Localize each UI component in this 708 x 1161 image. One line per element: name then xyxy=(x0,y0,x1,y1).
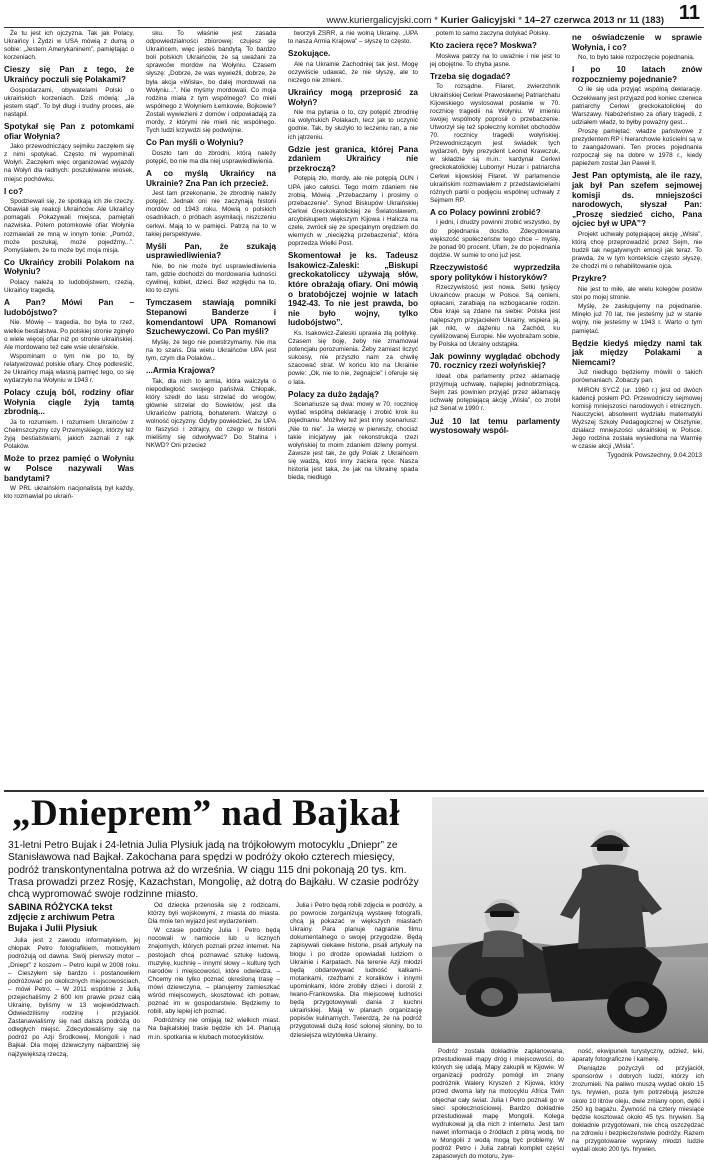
paragraph: Moskwa patrzy na to uważnie i nie jest to jej obojętne. To chyba jasne. xyxy=(430,52,560,68)
article-column-5 xyxy=(572,1048,704,1154)
interview-question: Myśli Pan, że szukają usprawiedliwienia? xyxy=(146,241,276,261)
paragraph: Myślę, że tego nie powstrzymamy. Nie ma na to szans. Dla wielu Ukraińców UPA jest tym, czym dla Polaków... xyxy=(146,338,276,362)
paragraph: Ks. Isakowicz-Zaleski uprawia złą politykę. Czasem się boję, żeby nie zmamował potencjału porozumienia. Żeby zamiast liczyć sukcesy, nie przyszło nam za chwilę szacować strat. W końcu kto na Ukrainie powie: „Ok, nie to nie, żegnajcie” i oferuje się o lata. xyxy=(288,330,418,386)
interview-question: Polacy za dużo żądają? xyxy=(288,389,379,399)
interview-question: Cieszy się Pan z tego, że Ukraińcy poczuli się Polakami? xyxy=(4,65,134,84)
paragraph: Myślę, że zasługujemy na pojednanie. Minęło już 70 lat, nie jesteśmy już w stanie wojny, nie jesteśmy w 1943 r. Warto o tym pamiętać. xyxy=(572,303,702,335)
paragraph: Podróż została dokładnie zaplanowana, przestudiowali mapy dróg i miejscowości, do których się udają. Mapy zakupili w Kijowie. W organizacji podróży pomógł im znany podróżnik Walery Kryszeń z Kijowa, który przed dwoma laty na motocyklu Africa Twin objechał cały świat. Julia i Petro poznali go w sieci społecznościowej. Bardzo dokładnie przestudiowali mapę Mongolii. Kolega wydrukował ją dla nich z internetu. Jest tam nawet informacja o źródłach z pitną wodą, bo w Mongolii z wodą mogą być problemy. W podróż Petro i Julia zabrali komplet części zapasowych do motoru, żyw- xyxy=(432,1048,564,1161)
interview-question: I co? xyxy=(4,186,24,196)
interview-column-4 xyxy=(430,30,560,786)
paragraph: Ale na Ukrainie Zachodniej tak jest. Mogę oczywiście udawać, że nie słyszę, ale to niczego nie zmieni. xyxy=(288,60,418,84)
paragraph: Proszę pamiętać: władze państwowe z prezydentem RP i hierarchowie kościelni są w to zaangażowani. Ten proces pojednania rozpoczął się na dobre w 1978 r., kiedy papieżem został Jan Paweł II. xyxy=(572,127,702,168)
interview-column-3 xyxy=(288,30,418,786)
source-signature: Tygodnik Powszechny, 9.04.2013 xyxy=(607,452,702,460)
page-number: 11 xyxy=(678,2,700,24)
paragraph: Już niedługo będziemy mówili o takich porównaniach. Zobaczy pan. xyxy=(572,369,702,385)
interview-question: Skomentował je ks. Tadeusz Isakowicz-Zaleski: „Biskupi greckokatoliccy używają słów, które obrażają ofiary. Oni mówią o bratobójczej wojnie w latach 1942-43. To nie jest prawda, bo nie było wojny, tylko ludobójstwo”. xyxy=(288,251,418,328)
paragraph: Nie ma pytania o to, czy potępić zbrodnię na wołyńskich Polakach, lecz jak to uczynić godnie. Tak, by służyło to leczeniu ran, a nie ich jątrzeniu. xyxy=(288,109,418,141)
interview-question: A co myślą Ukraińcy na Ukrainie? Zna Pan ich przecież. xyxy=(146,169,276,188)
photo-illustration xyxy=(432,797,708,1043)
paragraph: Że tu jest ich ojczyzna. Tak jak Polacy, Ukraińcy i Żydzi w USA mówią z dumą o sobie: „Jestem Amerykaninem”, pamiętając o korzeniach. xyxy=(4,30,134,62)
paragraph: Doszło tam do zbrodni, którą należy potępić, bo nie ma dla niej usprawiedliwienia. xyxy=(146,149,276,165)
paragraph: Nie. Mówię – tragedia, bo była to rzeź, wielkie bestialstwa. Po polskiej stronie zginęło o wiele więcej ofiar niż po stronie ukraińskiej. Ale mordowano też całe wsie ukraińskie. xyxy=(4,319,135,351)
header-text: www.kuriergalicyjski.com * Kurier Galicyjski * 14–27 czerwca 2013 nr 11 (183) xyxy=(326,15,664,26)
interview-question: Ukraińcy mogą przeprosić za Wołyń? xyxy=(288,88,418,107)
paragraph: Wspominam o tym nie po to, by relatywizować polskie ofiary. Chcę podkreślić, że Ukraińcy mają własną pamięć tego, co się wydarzyło na Wołyniu w 1943 r. xyxy=(4,352,134,385)
paragraph: O ile się uda przyjąć wspólną deklarację. Oczekiwany jest przyjazd pod koniec czerwca patriarchy Cerkwi greckokatolickiej do Warszawy. Nabożeństwo za ofiary tragedii, z udziałem władz, to byłby poważny gest... xyxy=(572,86,702,126)
paragraph: Rzeczywistość jest nowa. Setki tysięcy Ukraińców pracuje w Polsce. Są cenieni, opłacani, zarabiają na wzbogacanie rodzin. Oba kraje są zdane na siebie: Polska jest najlepszym przyjacielem Ukrainy, wspiera ją, jak nikt, w dążeniu na Zachód, ku cywilizowanej Europie. Nie wyobrażam sobie, by Polska od Ukrainy odstąpiła. xyxy=(430,284,560,348)
paragraph: Nie jest to miłe, ale wielu kolegów posłów stoi po mojej stronie. xyxy=(572,286,702,302)
header-rule xyxy=(4,27,704,28)
paragraph: Scenariusze są dwa: mowy w 70. rocznicę wydać wspólną deklarację i zrobić krok ku pojednaniu. Możliwy też jest inny scenariusz: „Nie to nie”. Ja wierzę w pierwszy, chociaż takie inicjatywy jak rekonstrukcja rzezi wołyńskiej to moim zdaniem dziwny pomysł. Zawsze jest tak, że gdy Polak z Ukraińcem się wadzą, ktoś inny zaciera ręce. Nasza historia jest taka, że jak na Ukrainę spada bieda, niedługo xyxy=(288,401,418,482)
paragraph: Podróżnicy nie omijają też wielkich miast. Na bajkalskiej trasie będzie ich 14. Planują m.in. spotkania w klubach motocyklistów. xyxy=(148,1017,280,1041)
article-column-1-body xyxy=(8,937,140,1058)
issue-info: 14–27 czerwca 2013 nr 11 (183) xyxy=(524,15,664,26)
article-credit: SABINA RÓŻYCKA tekst zdjęcie z archiwum Petra Bujaka i Julii Plysiuk xyxy=(8,902,115,933)
page-header xyxy=(0,0,708,26)
article-title: „Dnieprem” nad Bajkał xyxy=(12,793,401,834)
interview-question: Jak powinny wyglądać obchody 70. rocznicy rzezi wołyńskiej? xyxy=(430,351,560,371)
paragraph: ność, ekwipunek turystyczny, odzież, leki, aparaty fotograficzne i kamerę. xyxy=(572,1048,704,1064)
interview-question: A Pan? Mówi Pan – ludobójstwo? xyxy=(4,298,134,317)
paragraph: Ideał: oba parlamenty przez aklamację przyjmują uchwałę, najlepiej jednobrzmiącą. Sejm zaś powinien przyjąć przez aklamację uchwałę potępiającą akcję „Wisła”, co zrobił już Senat w 1990 r. xyxy=(430,373,560,413)
interview-question: Spotykał się Pan z potomkami ofiar Wołynia? xyxy=(4,121,134,141)
interview-question: I po 10 latach znów rozpoczniemy pojednanie? xyxy=(572,65,702,84)
interview-question: Już 10 lat temu parlamenty wystosowały wspól- xyxy=(430,416,560,436)
paragraph: Pieniądze pożyczyli od przyjaciół, sponsorów i dobrych ludzi, którzy ich zrozumieli. Na paliwo muszą wydać około 15 tys. hrywien, poza tym potrzebują jeszcze około 10 litrów oleju, dwie zmiany opon, dętki i 250 kg bagażu. Żywność na cztery miesiące będzie kosztować około 45 tys. hrywien. Są dokładnie przygotowani, nie chcą oszczędzać na zdrowiu i bezpieczeństwie podróży. Razem na przygotowanie wyprawy młodzi ludzie wydali około 200 tys. hrywien. xyxy=(572,1065,704,1154)
interview-column-2 xyxy=(146,30,276,786)
interview-column-1 xyxy=(4,30,134,786)
interview-question: Przykre? xyxy=(572,274,607,284)
paragraph: I jedni, i drudzy powinni zrobić wszystko, by do pojednania doszło. Zdecydowana większość społeczeństw tego chce – myślę, że ponad 90 procent. Ufam, że do pojednania dojdzie. W sumie to ono już jest. xyxy=(430,219,560,259)
paragraph: Ja to rozumiem. I rozumiem Ukraińców z Chełmszczyzny czy Przemyskiego, którzy też żyją bestialstwami, jakich zaznali z rąk Polaków. xyxy=(4,418,134,451)
interview-question: Polacy czują ból, rodziny ofiar Wołynia ciągle żyją tamtą zbrodnią... xyxy=(4,388,134,417)
paragraph: No, to było takie rozpoczęcie pojednania. xyxy=(578,54,695,62)
paragraph: Spodziewali się, że spotkają ich złe rzeczy. Obawiali się reakcji Ukraińców. Ale Ukraińcy pomagali. Pokazywali miejsca, pamiętali nazwiska. Potem potomkowie ofiar Wołynia rozmawiali ze mną w innym tonie: „Pomóż, może poszukaj, może pojedźmy...”. Pomyślałem, że to może być moja misja. xyxy=(4,198,134,254)
paragraph: potem to samo zaczyna dotykać Polskę. xyxy=(436,30,551,37)
paragraph: Julia jest z zawodu informatykiem, jej chłopak Petro fotografikiem, motocyklem podróżują od dawna. Swój pierwszy motor – „Dniepr” z koszem – Petro kupił w 2008 roku. – Cieszyłem się bardzo i postanowiłem podróżować po okolicznych miejscowościach, – mówi Petro. – W 2011 wspólnie z Julią przejechaliśmy 2 600 km prawie przez całą Ukrainę, byliśmy w 13 województwach. Odwiedziliśmy rodzinę i przyjaciół. Zastanawialiśmy się nad dalszą podróżą do odległych miejsc. Zdecydowaliśmy się na podróż po Azji Środkowej, Mongolii i nad Bajkał. Dla mojej dziewczyny najbardziej się najżywiększą rzeczą, xyxy=(8,937,140,1058)
interview-question: ...Armia Krajowa? xyxy=(146,365,216,375)
interview-question: Szokujące. xyxy=(288,49,331,59)
motorcycle-photo xyxy=(432,797,708,1043)
paper-name: Kurier Galicyjski xyxy=(440,15,516,26)
interview-question: Gdzie jest granica, której Pana zdaniem Ukraińcy nie przekroczą? xyxy=(288,144,418,173)
interview-question: Co Ukraińcy zrobili Polakom na Wołyniu? xyxy=(4,257,134,277)
interview-question: Będzie kiedyś między nami tak jak między Polakami a Niemcami? xyxy=(572,338,702,367)
paragraph: W PRL ukraińskim nacjonalistą był każdy, kto rozmawiał po ukraiń- xyxy=(4,485,134,501)
interview-question: Rzeczywistość wyprzedziła spory polityków i historyków? xyxy=(430,262,560,282)
paragraph: Potępią zło, mordy, ale nie potępią OUN i UPA jako całości. Tego moim zdaniem nie zrobią. Mówią: „Przebaczamy i prosimy o przebaczenie”. Synod Biskupów Ukraińskiej Cerkwi Greckokatolickiej ze Światosławem, arcybiskupem większym Kijowa i Halicza na czele, zwrócił się ze specjalnym orędziem do wiernych w „nieciężką przebaczenia”, która poprzedza Wielki Post. xyxy=(288,175,418,248)
interview-question: Trzeba się dogadać? xyxy=(430,71,511,81)
article-column-4 xyxy=(432,1048,564,1161)
paragraph: Jest tam przekonanie, że zbrodnię należy potępić. Jednak oni nie zaczynają historii mordów od 1943 roku. Mówią o polskich osadnikach, o próbach asymilacji, niszczeniu cerkwi. Mają to w pamięci. Patrzą na to w takiej perspektywie. xyxy=(146,190,276,238)
article-column-2 xyxy=(148,902,280,1102)
interview-question: ne oświadczenie w sprawie Wołynia, i co? xyxy=(572,33,702,52)
interview-question: A co Polacy powinni zrobić? xyxy=(430,207,541,217)
interview-question: Jest Pan optymistą, ale ile razy, jak był Pan szefem sejmowej komisji ds. mniejszości narodowych, słyszał Pan: „Proszę siedzieć cicho, Pana ojciec był w UPA”? xyxy=(572,171,702,229)
paragraph: To rozsądne. Filaret, zwierzchnik Ukraińskiej Cerkwi Prawosławnej Patriarchatu Kijowskiego wystosował posłanie w 70. rocznicę tragedii na Wołyniu. W imieniu swojej wspólnoty poprosił o przebaczenie. Utworzył się też społeczny komitet obchodów 70. rocznicy tragedii wołyńskiej. Przewodniczącym jest świadek tych wydarzeń, były prezydent Leonid Krawczuk, w składzie są m.in.: kardynał Cerkwi greckokatolickiej Lubomyr Huzar i patriarcha Cerkwi kijowskiej Filaret. W parlamencie ukraińskim rozmawiałem z przedstawicielami różnych partii o podjęciu wspólnej uchwały z Sejmem RP. xyxy=(430,83,560,204)
interview-question: Tymczasem stawiają pomniki Stepanowi Banderze i komendantowi UPA Romanowi Szuchewyczowi. Co Pan myśli? xyxy=(146,298,276,337)
paragraph: Nie, bo nie może być usprawiedliwienia tam, gdzie dochodzi do mordowania ludności cywilnej, kobiet, dzieci. Bez względu na to, kto to czyni. xyxy=(146,262,276,295)
interview-question: Może to przez pamięć o Wołyniu w Polsce nazywali Was bandytami? xyxy=(4,454,134,483)
paragraph: Projekt uchwały potępiającej akcję „Wisła”, którą chcę przeprowadzić przez Sejm, nie budził tak negatywnych emocji jak teraz. To prawda, że w tym kontekście często słyszę, że chodzi mi o rehabilitowanie ojca. xyxy=(572,230,702,271)
paragraph: Tak, dla nich to armia, która walczyła o niepodległość swojego państwa. Chłopak, który szedł do lasu strzelać do wrogów, głównie strzelał do Sowietów, jest dla Ukraińców patriotą, bohaterem. Walczył o wolność ojczyzny. Gdyby powiedzieć, że UPA to faszyści i zdrajcy, do czego w historii mieliśmy się odwoływać? Do Stalina i NKWD? Oni przecież xyxy=(146,377,276,450)
paragraph: Gospodarzami, obywatelami Polski o ukraińskich korzeniach. Dziś mówią: „Ja jestem stąd”. To był długi i trudny proces, ale nastąpił. xyxy=(4,86,134,118)
interview-question: Co Pan myśli o Wołyniu? xyxy=(146,138,244,148)
paragraph: Julia i Petro będą robili zdjęcia w podróży, a po powrocie zorganizują wystawę fotografii, chcą ją pokazać w większych miastach Ukrainy. Para planuje nagranie filmu dokumentalnego o swojej przygodzie. Będą zapisywali ciekawe historie, pisali artykuły na blogu i po drodze opowiadali ludziom o Ukrainie i Karpatach. Na terenie Azji młodzi będą obdarowywać ludność kalkami-motankami, rzeźbami z koralików i innymi upominkami, które zrobiły dzieci i dorośli z Iwano-Frankowska. Dla miejscowej ludności będą przygotowywali dania z kuchni ukraińskiej. Mają w planach organizację popisów kulinarnych. Twierdzą, że na podróż przygotowali dużą ilość solonej słoniny, bo to dziesiejsza wizytówka Ukrainy. xyxy=(290,902,422,1039)
article-column-3 xyxy=(290,902,422,1102)
paragraph: W czasie podróży Julia i Petro będą nocowali w namiocie lub u licznych znajomych, których poznali przez internet. Na postojach chcą poznawać sztukę ludową, muzykę, kuchnię – innymi słowy – kulturę tych narodów i miejscowości, które odwiedza. – Chcemy nie tylko poznać określoną trasę – mówi dziewczyna, – planujemy zamieszkać wśród miejscowych, skosztować ich potraw, poznać im w gospodarstwie. Będziemy to robili, aby lepiej ich poznać. xyxy=(148,927,280,1016)
article-lead: 31-letni Petro Bujak i 24-letnia Julia Plysiuk jadą na trójkołowym motocyklu „Dniepr” ze Stanisławowa nad Bajkał. Zakochana para spędzi w podróży około czterech miesięcy, podróż transkontynentalna potrwa aż do września. W ciągu 115 dni pokonają 20 tys. km. Trasa prowadzi przez Rosję, Kazachstan, Mongolię, aż dotrą do Bajkału. W czasie podróży chcą wypromować swoje rodzinne miasto. xyxy=(8,840,419,901)
paragraph: Polacy należą to ludobójstwem, rzezią, Ukraińcy tragedią. xyxy=(4,279,134,295)
site-url: www.kuriergalicyjski.com xyxy=(326,15,432,26)
paragraph: Jako przewodniczący sejmiku zaczęłem się z nimi spotykać. Często mi wypominali Wołyń. Zaczęłem więc organizować wyjazdy na Wołyń dla radnych: poszukiwanie wiosek, miejsc pochówku. xyxy=(4,143,134,183)
interview-question: Kto zaciera ręce? Moskwa? xyxy=(430,41,537,51)
article-column-1 xyxy=(8,902,140,1102)
paragraph: sku. To właśnie jest zasada odpowiedzialności zbiorowej: czujesz się Ukraińcem, więc jesteś bandytą. To bardzo boli polskich Ukraińców, że są uważani za sprawców mordów na Wołyniu. Czasem słyszę: „Dobrze, że was wywieźli, dobrze, że była akcja «Wisła», bo dalej mordowali na Wołyniu...”. Nie myśmy mordowali. Co moja rodzina miała z tym wspólnego? Co mieli wspólnego z Wołyniem Łemkowie, Bojkowie? Zostali wywiezieni z domów i odpowiadają za mordy, z którymi nie mieli nic wspólnego. Tych ludzi krzywdzi się podwójnie. xyxy=(146,30,276,135)
paragraph: MIRON SYCZ (ur. 1960 r.) jest od dwóch kadencji posłem PO. Przewodniczy sejmowej komisji mniejszości narodowych i etnicznych. Nauczyciel, absolwent wydziału matematyki Wyższej Szkoły Pedagogicznej w Olsztynie, działacz mniejszości ukraińskiej w Polsce. Jego rodzina została wysiedlona na Warmię w czasie akcji „Wisła”. xyxy=(572,386,702,451)
paragraph: Od dziecka przenosiła się z rodzicami, którzy byli wojskowymi, z miasta do miasta. Dla mnie ten wyjazd jest wydarzeniem. xyxy=(148,902,280,926)
interview-columns xyxy=(4,30,704,786)
paragraph: tworzyli ZSRR, a nie wolną Ukrainę. „UPA to nasza Armia Krajowa” – słyszę to często. xyxy=(288,30,418,46)
interview-column-5 xyxy=(572,30,702,786)
